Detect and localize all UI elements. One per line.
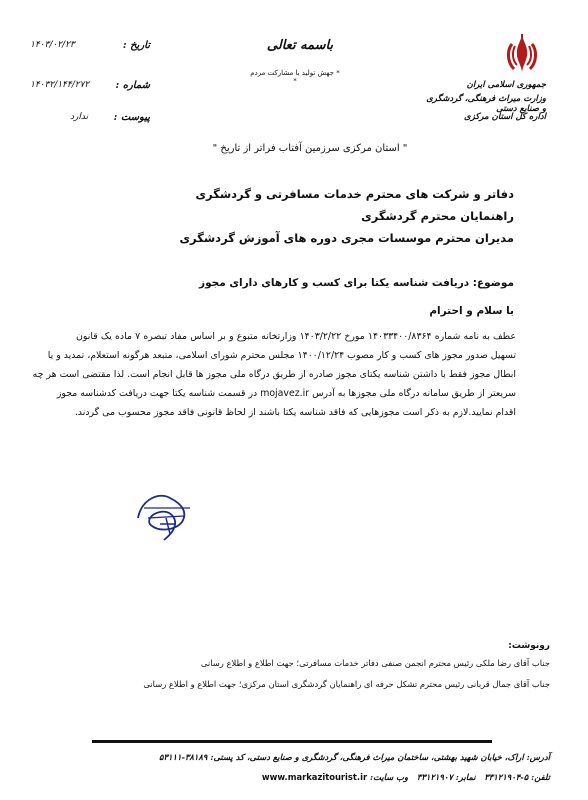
cc-heading: رونوشت: [508, 641, 550, 651]
body-line: سریعتر از طریق سامانه درگاه ملی مجوزها به آدرس mojavez.ir در قسمت شناسه یکتا جهت دریافت کدشناسه مجوز [56, 388, 516, 399]
attachment-row [30, 112, 150, 126]
org-line-1: جمهوری اسلامی ایران [466, 80, 546, 90]
signature [130, 488, 200, 542]
body-line: تسهیل صدور مجوز های کسب و کار مصوب ۱۴۰۰/۱۲/۲۴ مجلس محترم شورای اسلامی، متبعد هرگونه استعلام، تمدید و یا [47, 350, 516, 361]
date-value: ۱۴۰۳/۰۲/۲۳ [30, 40, 75, 50]
footer-phone: تلفن: ۵-۳۳۱۲۱۹۰۴ [484, 772, 550, 782]
org-line-3: اداره کل استان مرکزی [464, 112, 546, 122]
footer-address: آدرس: اراک، خیابان شهید بهشتی، ساختمان میراث فرهنگی، گردشگری و صنایع دستی، کد پستی: ۳۸۱۸۹-۵۳۱۱۱ [158, 752, 550, 762]
greeting: با سلام و احترام [429, 305, 514, 317]
attachment-label: پیوست : [113, 112, 150, 123]
body-line: اقدام نمایید.لازم به ذکر است مجوزهایی که فاقد شناسه یکتا باشند از لحاظ قانونی فاقد مجوز محسوب می گردند. [74, 407, 516, 418]
province-slogan: " استان مرکزی سرزمین آفتاب فراتر از تاریخ " [212, 143, 408, 154]
footer-website[interactable]: www.markazitourist.ir [261, 772, 368, 782]
footer-website-label: وب سایت: [370, 772, 409, 782]
recipient-2: راهنمایان محترم گردشگری [361, 209, 514, 223]
number-label: شماره : [115, 80, 150, 91]
body-line: ابطال مجوز فقط با داشتن شناسه یکتای مجوز صادره از طریق درگاه ملی مجوز ها قابل انجام است. لذا مقتضی است هر چه [32, 369, 516, 380]
date-label: تاریخ : [122, 40, 150, 51]
cc-line: جناب آقای رضا ملکی رئیس محترم انجمن صنفی دفاتر خدمات مسافرتی؛ جهت اطلاع و اطلاع رسانی [200, 658, 550, 668]
number-value: ۱۴۰۳۲/۱۴۴/۲۷۲ [30, 80, 90, 90]
subject: موضوع: دریافت شناسه یکتا برای کسب و کارهای دارای مجوز [199, 277, 514, 289]
basmala: باسمه تعالی [266, 38, 334, 53]
footer-divider [92, 740, 492, 743]
number-row [30, 80, 150, 94]
date-row [30, 40, 150, 54]
footer-contact [30, 772, 550, 782]
emblem-icon [502, 32, 542, 76]
year-slogan: * جهش تولید با مشارکت مردم * [250, 69, 340, 85]
recipient-1: دفاتر و شرکت های محترم خدمات مسافرتی و گردشگری [195, 187, 514, 201]
recipient-3: مدیران محترم موسسات مجری دوره های آموزش گردشگری [179, 231, 514, 245]
body-line: عطف به نامه شماره ۱۴۰۳۳۴۰۰/۸۳۶۴ مورخ ۱۴۰۳/۲/۲۲ وزارتخانه متبوع و بر اساس مفاد تبصره ۷ ماده یک قانون [76, 331, 516, 342]
cc-line: جناب آقای جمال قربانی رئیس محترم تشکل حرفه ای راهنمایان گردشگری استان مرکزی؛ جهت اطلاع و اطلاع رسانی [143, 679, 550, 689]
org-line-2: وزارت میراث فرهنگی، گردشگری و صنایع دستی [426, 94, 546, 114]
footer-fax: نمابر: ۳۳۱۲۱۹۰۷ [416, 772, 476, 782]
attachment-value: ندارد [70, 112, 89, 122]
